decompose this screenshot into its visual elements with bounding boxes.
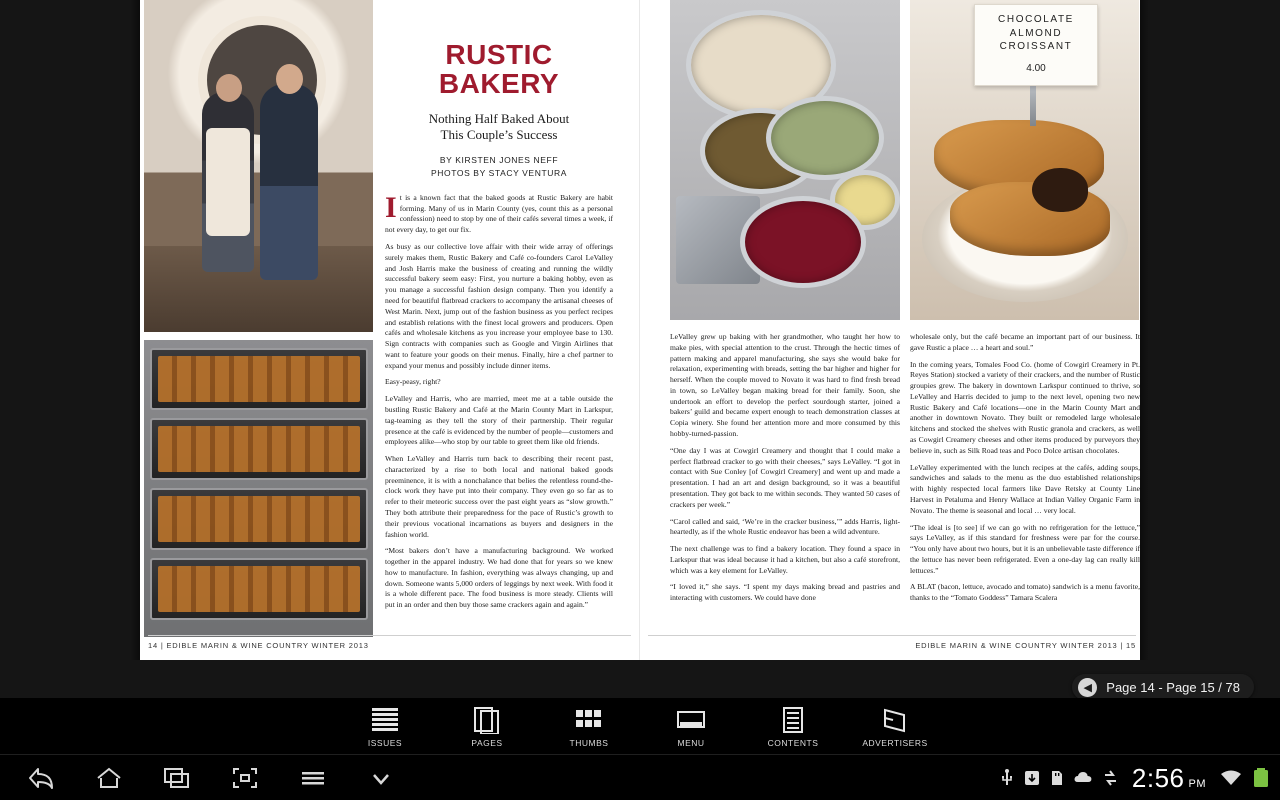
article-headline: RUSTIC BAKERY [438,39,560,100]
status-icons [999,755,1270,800]
home-button[interactable] [92,761,126,795]
right-body-column-1 [670,332,900,610]
reader-toolbar [0,698,1280,754]
body-paragraph: Easy-peasy, right? [385,377,441,387]
back-button[interactable] [24,761,58,795]
toolbar-label-issues: ISSUES [367,738,403,748]
navigation-buttons [0,761,398,795]
toolbar-item-issues[interactable] [348,704,422,748]
page-left[interactable] [140,0,640,660]
toolbar-item-contents[interactable] [756,704,830,748]
sign-line-3: CROISSANT [999,41,1073,52]
toolbar-item-pages[interactable] [450,704,524,748]
sign-price: 4.00 [1026,62,1046,74]
body-paragraph: wholesale only, but the café became an important part of our business. It gave Rustic a place … a heart and soul.” [910,332,1140,352]
article-byline [385,154,613,179]
clock [1132,763,1206,794]
pages-icon [472,704,502,734]
body-paragraph: “I loved it,” she says. “I spent my days making bread and pastries and interacting with customers. We could have done [670,582,900,603]
body-paragraph: A BLAT (bacon, lettuce, avocado and tomato) sandwich is a menu favorite, thanks to the “Tomato Goddess” Tamara Scalera [910,582,1140,603]
body-paragraph [385,190,613,236]
screenshot-button[interactable] [228,761,262,795]
article-text-column [385,40,613,617]
right-gutter [1140,0,1280,698]
photo-ingredient-bowls [670,0,900,320]
cloud-icon [1073,769,1093,787]
toolbar-label-pages: PAGES [471,738,503,748]
body-paragraph: LeValley experimented with the lunch recipes at the cafés, adding soups, sandwiches and salads to the menu as the duo established relationships with highly respected local farmers like Dave Retsky at County Line Harvest in Petaluma and Henry Wallace at Indian Valley Organic Farm in Novato. The theme is seasonal and local … very local. [910,462,1140,515]
issues-icon [370,704,400,734]
recents-button[interactable] [160,761,194,795]
body-paragraph: “Carol called and said, ‘We’re in the cracker business,’” adds Harris, light-heartedly, as if the whole Rustic endeavor has been a wild adventure. [670,516,900,537]
clock-time: 2:56 [1131,762,1185,793]
toolbar-item-advertisers[interactable] [858,704,932,748]
folio-rule [648,635,1136,636]
toolbar-label-menu: MENU [677,738,705,748]
advertisers-icon [880,704,910,734]
left-gutter [0,0,140,698]
price-sign-card [974,4,1098,86]
menu-button[interactable] [296,761,330,795]
toolbar-label-thumbs: THUMBS [569,738,609,748]
photo-chocolate-almond-croissant [910,0,1139,320]
toolbar-item-menu[interactable] [654,704,728,748]
byline-photographer: PHOTOS BY STACY VENTURA [431,167,567,178]
article-deck [385,111,613,144]
photo-couple-in-bakery [144,0,373,332]
page-indicator[interactable] [1072,674,1254,700]
byline-author: BY KIRSTEN JONES NEFF [439,155,559,166]
deck-line-1: Nothing Half Baked About [428,110,570,126]
usb-icon [999,769,1015,787]
body-paragraph: “One day I was at Cowgirl Creamery and thought that I could make a perfect flatbread cracker to go with their cheeses,” says LeValley. “I got in contact with Sue Conley [of Cowgirl Creamery] and went up and made a presentation. I had an art and design background, so it was a beautiful presentation. They got back to me within seconds. They wanted 50 cases of crackers per week.” [670,445,900,509]
page-right[interactable] [640,0,1140,660]
sign-line-2: ALMOND [1009,27,1063,39]
sync-icon [1102,769,1119,787]
right-body-column-2 [910,332,1140,610]
download-icon [1024,769,1040,787]
hide-bar-button[interactable] [364,761,398,795]
menu-icon [676,704,706,734]
toolbar-label-contents: CONTENTS [767,738,819,748]
page-indicator-label: Page 14 - Page 15 / 78 [1106,679,1240,695]
photo-cracker-trays [144,340,373,637]
sd-card-icon [1049,769,1064,787]
sign-line-1: CHOCOLATE [998,14,1074,25]
left-body-text [385,190,613,611]
deck-line-2: This Couple’s Success [440,127,558,143]
body-paragraph: In the coming years, Tomales Food Co. (home of Cowgirl Creamery in Pt. Reyes Station) stocked a variety of their crackers, and the number of Rustic groupies grew. The bakery in downtown Larkspur continued to thrive, so LeValley and Harris decided to jump to the next level, opening two new Rustic Bakery and Café locations—one in the Marin County Mart and another in downtown Novato. They built or remodeled large wholesale kitchens and stocked the shelves with Rustic granola and crackers, as well as Cowgirl Creamery cheeses and other items produced by purveyors they believe in, such as Silk Road teas and Poco Dolce artisan chocolates. [910,359,1140,455]
clock-ampm: PM [1188,777,1206,790]
contents-icon [778,704,808,734]
body-paragraph: “The ideal is [to see] if we can go with no refrigeration for the lettuce,” says LeValley, as if this standard for freshness were par for the course. “You only have about two hours, but it is an unbelievable taste difference if the lettuce has never been refrigerated. Even a one-day lag can really kill lettuces.” [910,522,1140,575]
body-paragraph: As busy as our collective love affair with their wide array of offerings surely makes them, Rustic Bakery and Café co-founders Carol LeValley and Josh Harris make the business of creating and running the wildly successful bakery seem easy: First, you nurture a baking hobby, even as you manage a successful fashion design company. Then you identify a need for beautiful flatbread crackers to accompany the artisanal cheeses of West Marin. Next, jump out of the fashion business as you perfect recipes and establish relations with the finest local growers and producers. Open cafés and wholesale kitchens as you increase your employee base to 130. Sign contracts with companies such as Google and Virgin Airlines that want to feature your goods on their menus. Finally, hire a chef partner to expand your menus and possibly include dinner items. [385,242,613,370]
folio-left: 14 | EDIBLE MARIN & WINE COUNTRY WINTER 2013 [148,641,369,650]
body-paragraph: LeValley and Harris, who are married, meet me at a table outside the bustling Rustic Bakery and Café at the Marin County Mart in Larkspur, tag-teaming as they tell the story of their partnership. Their regular presence at the café is evidenced by the number of people—customers and employees alike—who stop by our table to greet them like old friends. [385,394,613,447]
toolbar-label-advertisers: ADVERTISERS [862,738,928,748]
body-paragraph: “Most bakers don’t have a manufacturing background. We worked together in the apparel industry. We had done that for years so we knew how to manufacture. In fashion, everything was always changing, up and down. Someone wants 5,000 orders of leggings by next week. With food it is a whole different pace. The food business is more steady. Clients will put in an order and then buy those same crackers again and again.” [385,546,613,610]
previous-page-icon[interactable]: ◀ [1078,678,1097,697]
body-paragraph: The next challenge was to find a bakery location. They found a space in Larkspur that was ideal because it had a kitchen, but also a café storefront, which was a key element for LeValley. [670,544,900,575]
body-paragraph-text: t is a known fact that the baked goods at Rustic Bakery are habit forming. Many of us in Marin County (yes, count this as a personal confession) need to stop by one of their cafés several times a week, if not every day, to get our fix. [385,192,613,235]
toolbar-item-thumbs[interactable] [552,704,626,748]
folio-right: EDIBLE MARIN & WINE COUNTRY WINTER 2013 | 15 [915,641,1136,650]
magazine-spread[interactable] [140,0,1140,660]
body-paragraph: When LeValley and Harris turn back to describing their recent past, characterized by a rise to both local and national baked goods preeminence, it is with a nonchalance that belies the relentless round-the-clock work they have put into their company. They even go so far as to refer to their meteoric success over the past eight years as “slow growth.” They both attribute their preparedness for the pace of Rustic’s growth to their previous vocational incarnations as buyers and designers in the fashion world. [385,454,613,539]
body-paragraph: LeValley grew up baking with her grandmother, who taught her how to make pies, with special attention to the crust. Through the hectic times of pattern making and apparel manufacturing, she says she would bake for relaxation, experimenting with breads, setting the bar higher and higher for herself. When the couple moved to Novato it was hard to find fresh bread in town, so LeValley began making bread for their family. Soon, she undertook an effort to develop the perfect sourdough starter, joined a bakers’ guild and became expert enough to teach demonstration classes at Copia winery. She found her attention more and more consumed by this hobby-turned-passion. [670,332,900,439]
wifi-icon [1219,768,1243,788]
drop-cap: I [385,190,397,224]
battery-icon [1252,767,1270,789]
folio-rule [148,635,631,636]
android-system-bar [0,754,1280,800]
thumbs-icon [574,704,604,734]
